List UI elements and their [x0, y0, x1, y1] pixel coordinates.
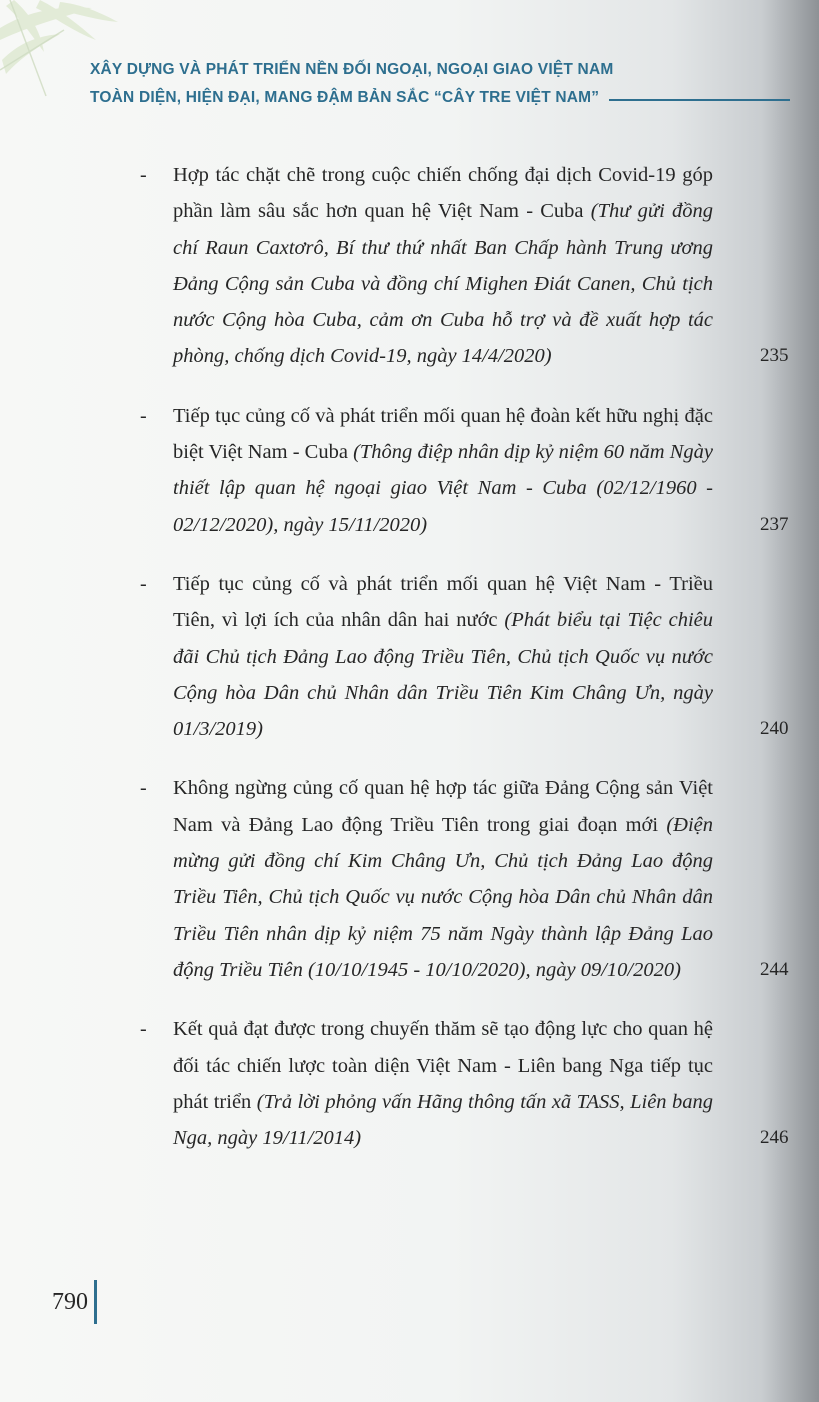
- toc-entry: [0, 1011, 819, 1156]
- toc-list: [0, 157, 819, 1179]
- entry-dash: -: [140, 1018, 147, 1041]
- entry-page-number: 235: [760, 345, 789, 367]
- entry-description: (Thông điệp nhân dịp kỷ niệm 60 năm Ngày thiết lập quan hệ ngoại giao Việt Nam - Cuba (02/12/1960 - 02/12/2020), ngày 15/11/2020): [173, 441, 714, 536]
- entry-description: (Trả lời phỏng vấn Hãng thông tấn xã TASS, Liên bang Nga, ngày 19/11/2014): [173, 1090, 713, 1150]
- running-header: [90, 56, 790, 112]
- toc-entry: [0, 398, 819, 543]
- entry-text: [173, 566, 713, 747]
- header-line-2-wrap: [90, 84, 790, 112]
- toc-entry: [0, 770, 819, 988]
- header-line-2: TOÀN DIỆN, HIỆN ĐẠI, MANG ĐẬM BẢN SẮC “CÂY TRE VIỆT NAM”: [90, 89, 600, 106]
- entry-title: Tiếp tục củng cố và phát triển mối quan hệ Việt Nam - Triều Tiên, vì lợi ích của nhân dân hai nước: [173, 572, 713, 632]
- entry-page-number: 246: [760, 1127, 789, 1149]
- entry-dash: -: [140, 572, 147, 595]
- toc-entry: [0, 157, 819, 375]
- folio-number: 790: [52, 1289, 88, 1315]
- entry-title: Hợp tác chặt chẽ trong cuộc chiến chống đại dịch Covid-19 góp phần làm sâu sắc hơn quan hệ Việt Nam - Cuba: [173, 164, 713, 223]
- entry-dash: -: [140, 404, 147, 427]
- entry-title: Không ngừng củng cố quan hệ hợp tác giữa Đảng Cộng sản Việt Nam và Đảng Lao động Triều Tiên trong giai đoạn mới: [173, 777, 713, 836]
- entry-text: [173, 1011, 713, 1156]
- folio-bar: [94, 1280, 97, 1324]
- entry-title: Tiếp tục củng cố và phát triển mối quan hệ đoàn kết hữu nghị đặc biệt Việt Nam - Cuba: [173, 404, 713, 464]
- entry-title: Kết quả đạt được trong chuyến thăm sẽ tạo động lực cho quan hệ đối tác chiến lược toàn diện Việt Nam - Liên bang Nga tiếp tục phát triển: [173, 1018, 713, 1113]
- entry-text: [173, 157, 713, 375]
- entry-dash: -: [140, 777, 147, 800]
- entry-dash: -: [140, 164, 147, 186]
- entry-text: [173, 398, 713, 543]
- entry-text: [173, 770, 713, 988]
- header-line-1: XÂY DỰNG VÀ PHÁT TRIỂN NỀN ĐỐI NGOẠI, NGOẠI GIAO VIỆT NAM: [90, 61, 614, 78]
- entry-description: (Thư gửi đồng chí Raun Caxtơrô, Bí thư thứ nhất Ban Chấp hành Trung ương Đảng Cộng sản Cuba và đồng chí Mighen Điát Canen, Chủ tịch nước Cộng hòa Cuba, cảm ơn Cuba hỗ trợ và đề xuất hợp tác phòng, chống dịch Covid-19, ngày 14/4/2020): [173, 200, 714, 368]
- entry-description: (Điện mừng gửi đồng chí Kim Châng Ưn, Chủ tịch Đảng Lao động Triều Tiên, Chủ tịch Quốc vụ nước Cộng hòa Dân chủ Nhân dân Triều Tiên nhân dịp kỷ niệm 75 năm Ngày thành lập Đảng Lao động Triều Tiên (10/10/1945 - 10/10/2020), ngày 09/10/2020): [173, 813, 714, 981]
- entry-page-number: 240: [760, 718, 789, 740]
- entry-description: (Phát biểu tại Tiệc chiêu đãi Chủ tịch Đảng Lao động Triều Tiên, Chủ tịch Quốc vụ nước Cộng hòa Dân chủ Nhân dân Triều Tiên Kim Châng Ưn, ngày 01/3/2019): [173, 609, 714, 741]
- toc-entry: [0, 566, 819, 747]
- page-footer: [52, 1280, 97, 1324]
- header-rule: [609, 99, 790, 101]
- entry-page-number: 237: [760, 513, 789, 535]
- entry-page-number: 244: [760, 958, 789, 980]
